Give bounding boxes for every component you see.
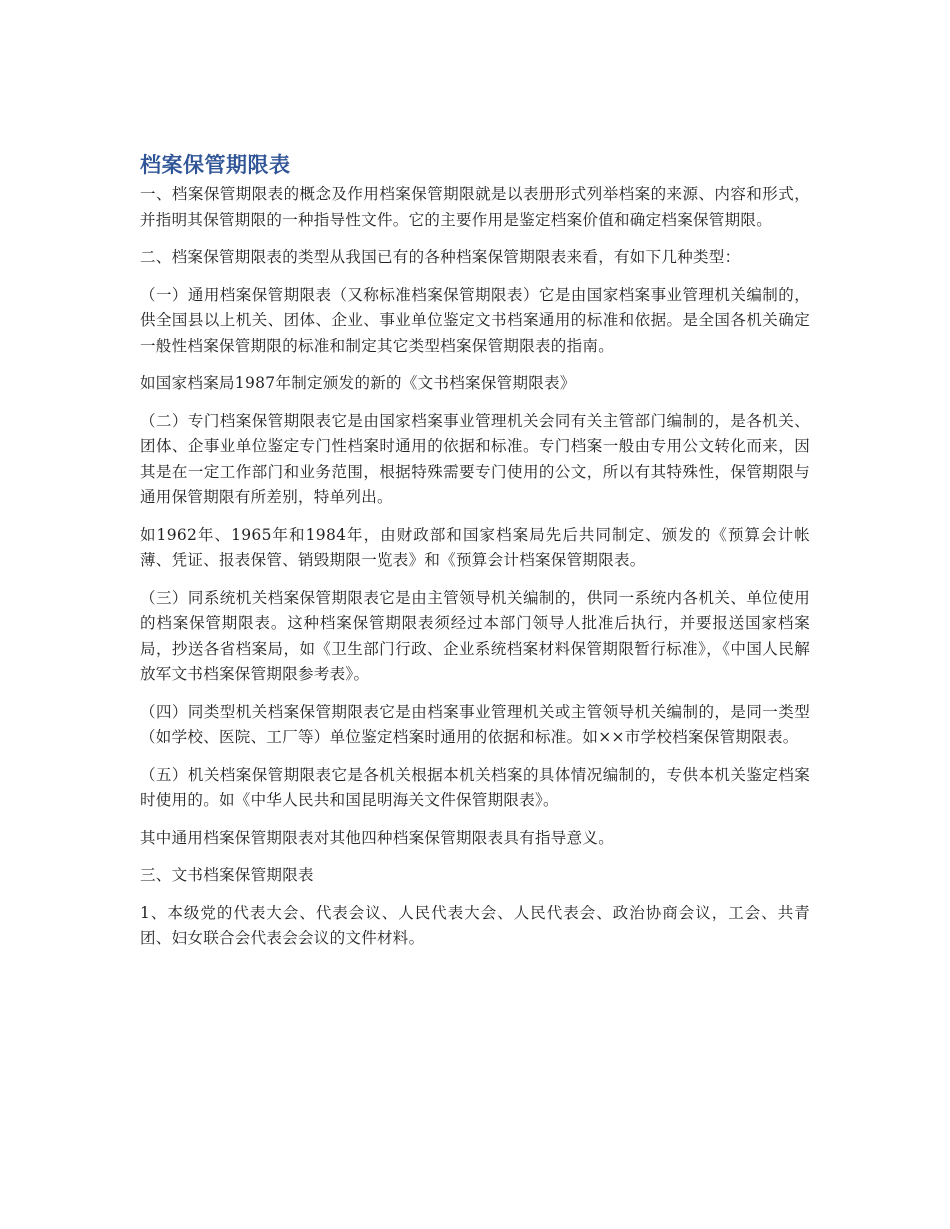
paragraph-item-one: 1、本级党的代表大会、代表会议、人民代表大会、人民代表会、政治协商会议，工会、共青团、妇女联合会代表会会议的文件材料。	[140, 903, 810, 947]
paragraph-example-1962: 如1962年、1965年和1984年，由财政部和国家档案局先后共同制定、颁发的《预算会计帐薄、凭证、报表保管、销毁期限一览表》和《预算会计档案保管期限表。	[140, 525, 810, 569]
paragraph-type-same-system: （三）同系统机关档案保管期限表它是由主管领导机关编制的，供同一系统内各机关、单位使用的档案保管期限表。这种档案保管期限表须经过本部门领导人批准后执行，并要报送国家档案局，抄送各省档案局，如《卫生部门行政、企业系统档案材料保管期限暂行标准》，《中国人民解放军文书档案保管期限参考表》。	[140, 588, 810, 683]
paragraph-type-special: （二）专门档案保管期限表它是由国家档案事业管理机关会同有关主管部门编制的，是各机关、团体、企事业单位鉴定专门性档案时通用的依据和标准。专门档案一般由专用公文转化而来，因其是在一定工作部门和业务范围，根据特殊需要专门使用的公文，所以有其特殊性，保管期限与通用保管期限有所差别，特单列出。	[140, 411, 810, 506]
paragraph-type-same-category: （四）同类型机关档案保管期限表它是由档案事业管理机关或主管领导机关编制的，是同一类型（如学校、医院、工厂等）单位鉴定档案时通用的依据和标准。如××市学校档案保管期限表。	[140, 702, 810, 746]
paragraph-type-general: （一）通用档案保管期限表（又称标准档案保管期限表）它是由国家档案事业管理机关编制的，供全国县以上机关、团体、企业、事业单位鉴定文书档案通用的标准和依据。是全国各机关确定一般性档案保管期限的标准和制定其它类型档案保管期限表的指南。	[140, 285, 810, 355]
paragraph-section-three: 三、文书档案保管期限表	[140, 866, 314, 884]
document-title: 档案保管期限表	[140, 153, 291, 177]
paragraph-type-agency: （五）机关档案保管期限表它是各机关根据本机关档案的具体情况编制的，专供本机关鉴定档案时使用的。如《中华人民共和国昆明海关文件保管期限表》。	[140, 765, 810, 809]
paragraph-concept: 一、档案保管期限表的概念及作用档案保管期限就是以表册形式列举档案的来源、内容和形式，并指明其保管期限的一种指导性文件。它的主要作用是鉴定档案价值和确定档案保管期限。	[140, 185, 810, 229]
paragraph-example-1987: 如国家档案局1987年制定颁发的新的《文书档案保管期限表》	[140, 374, 576, 392]
paragraph-guidance: 其中通用档案保管期限表对其他四种档案保管期限表具有指导意义。	[140, 828, 615, 847]
document-page	[140, 150, 810, 964]
paragraph-types-intro: 二、档案保管期限表的类型从我国已有的各种档案保管期限表来看，有如下几种类型：	[140, 248, 741, 266]
